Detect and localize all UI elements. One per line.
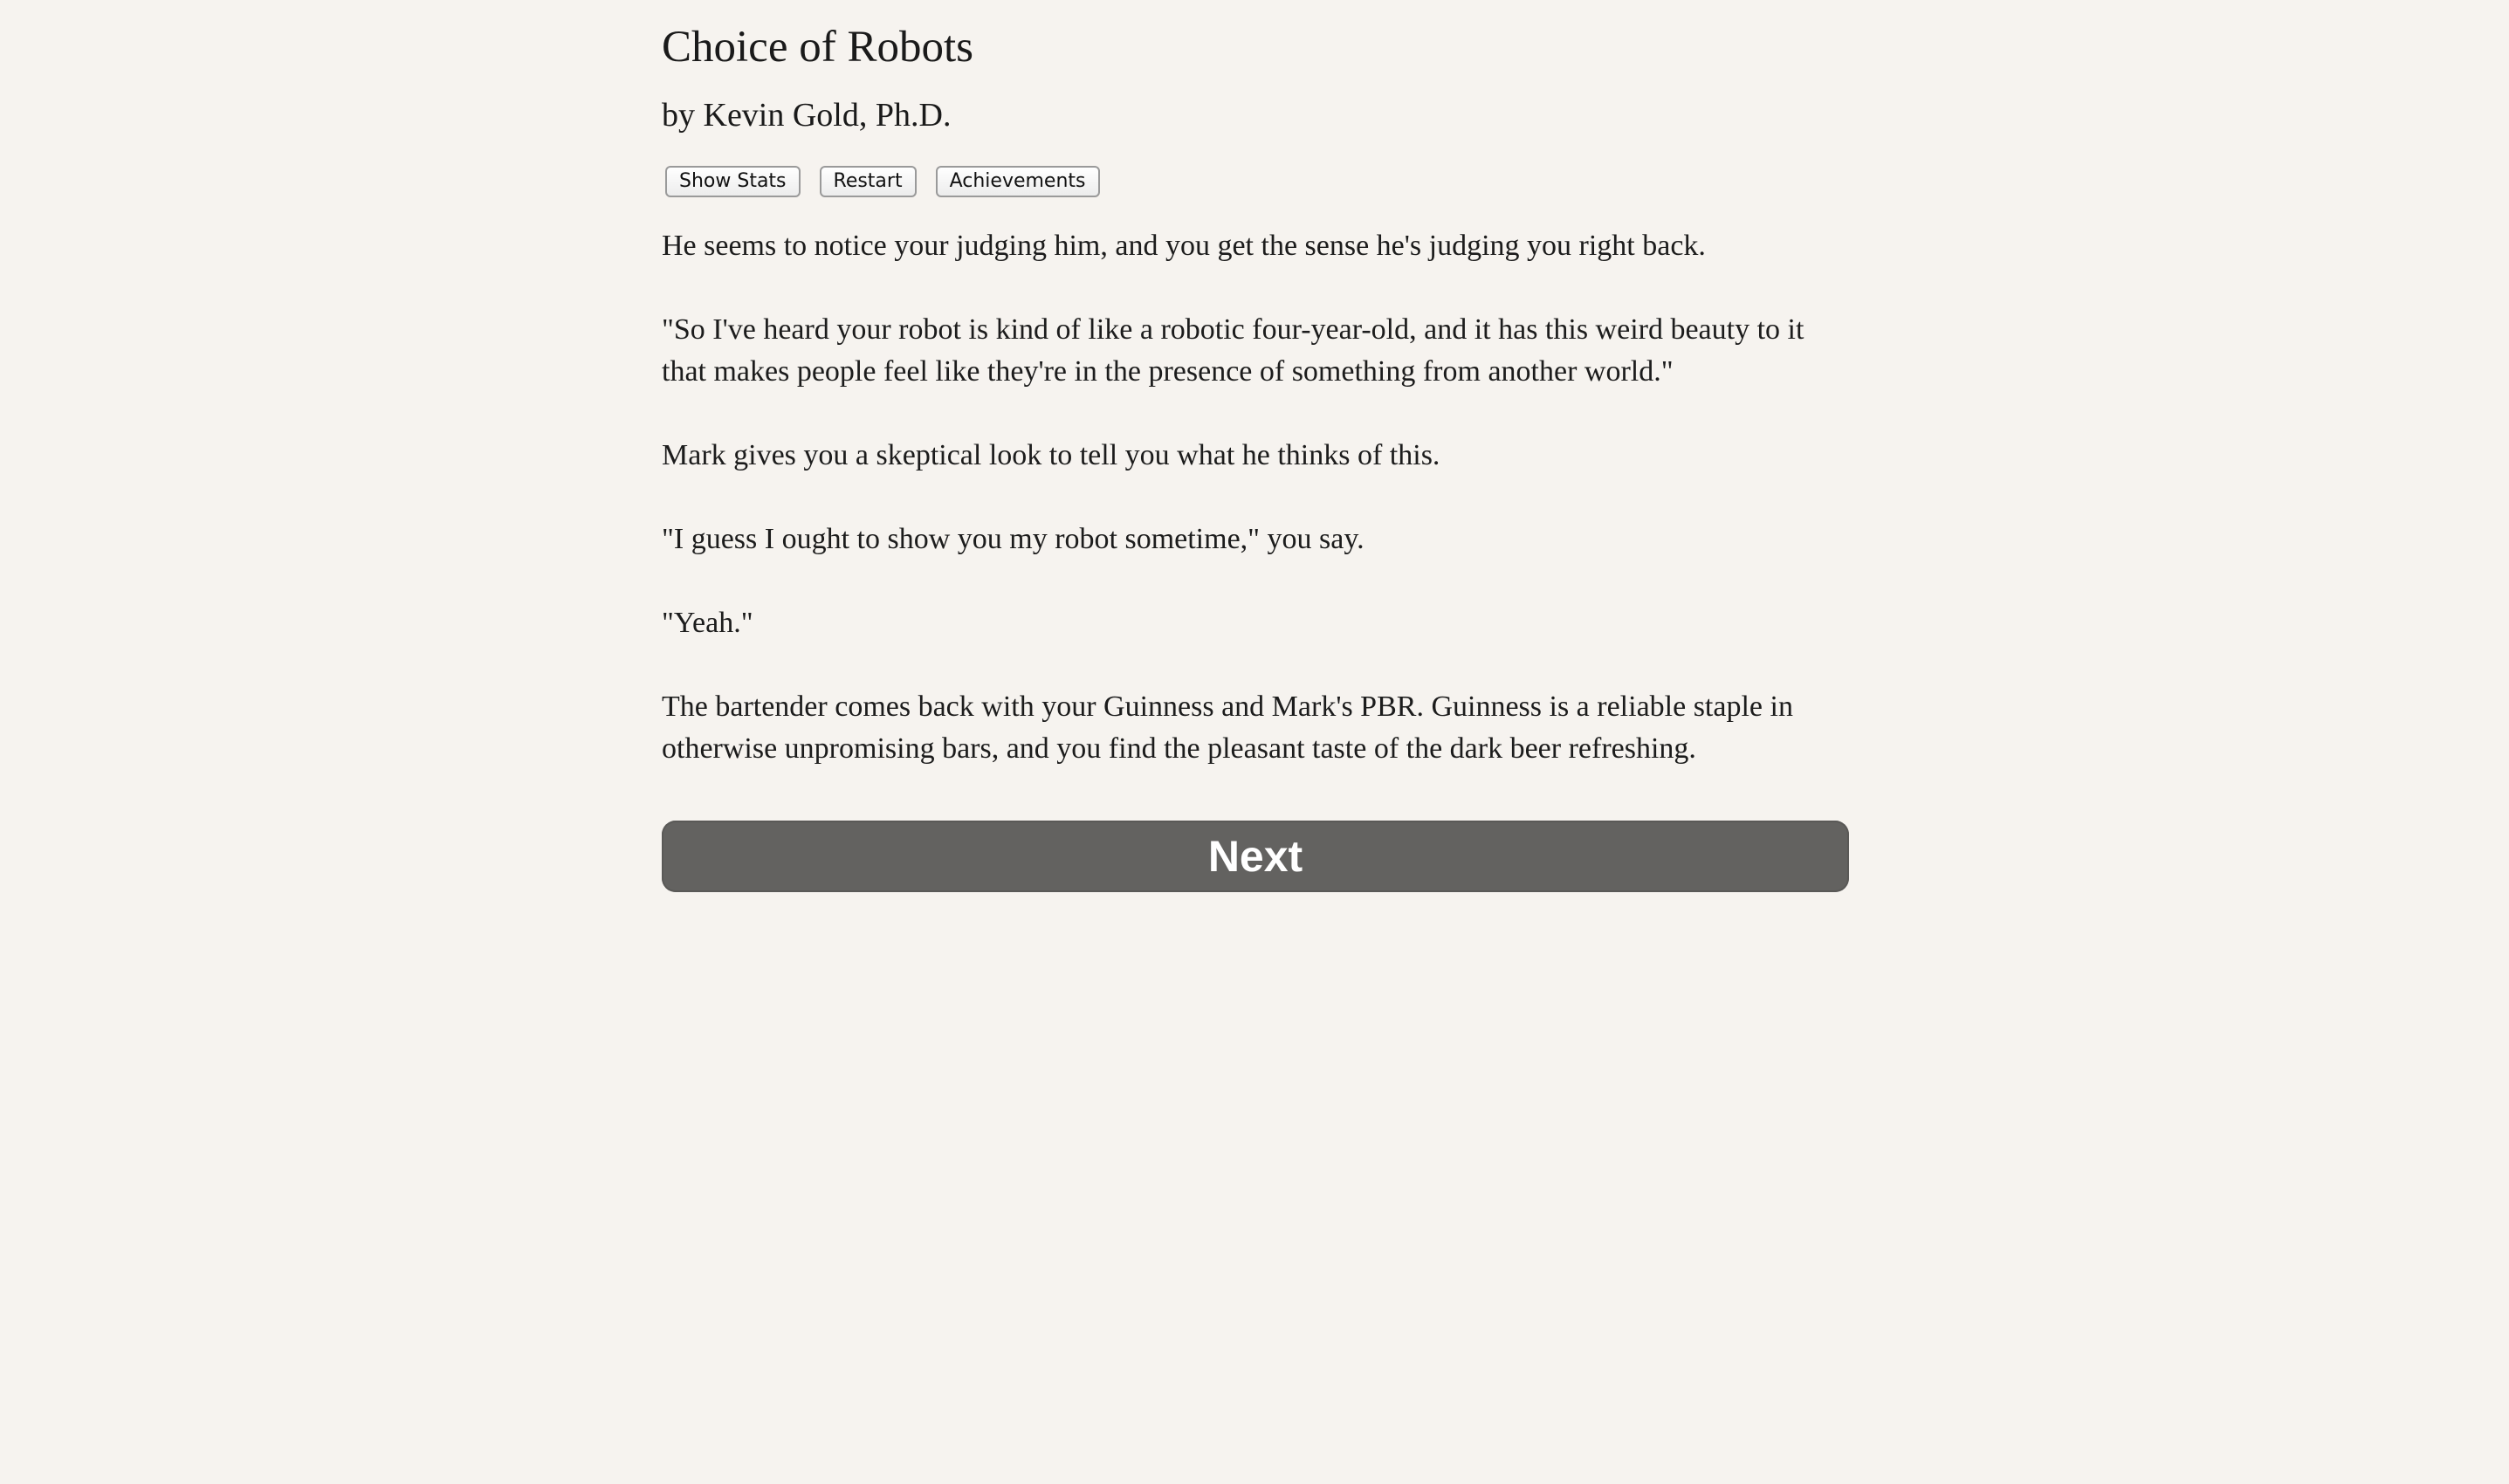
story-paragraph: He seems to notice your judging him, and you get the sense he's judging you right back. [662,230,1706,262]
story-paragraph: Mark gives you a skeptical look to tell you what he thinks of this. [662,439,1440,471]
restart-button[interactable]: Restart [820,166,917,197]
next-button[interactable]: Next [662,821,1849,892]
game-title: Choice of Robots [662,23,973,72]
story-text [662,225,1849,812]
show-stats-button[interactable]: Show Stats [665,166,801,197]
story-paragraph: "Yeah." [662,607,753,639]
story-paragraph: "I guess I ought to show you my robot sometime," you say. [662,523,1364,555]
achievements-button[interactable]: Achievements [936,166,1100,197]
game-author: by Kevin Gold, Ph.D. [662,97,952,134]
story-paragraph: "So I've heard your robot is kind of like a robotic four-year-old, and it has this weird beauty to it that makes people feel like they're in the presence of something from another world." [662,313,1804,388]
story-paragraph: The bartender comes back with your Guinness and Mark's PBR. Guinness is a reliable staple in otherwise unpromising bars, and you find the pleasant taste of the dark beer refreshing. [662,690,1793,765]
toolbar [665,166,1100,197]
